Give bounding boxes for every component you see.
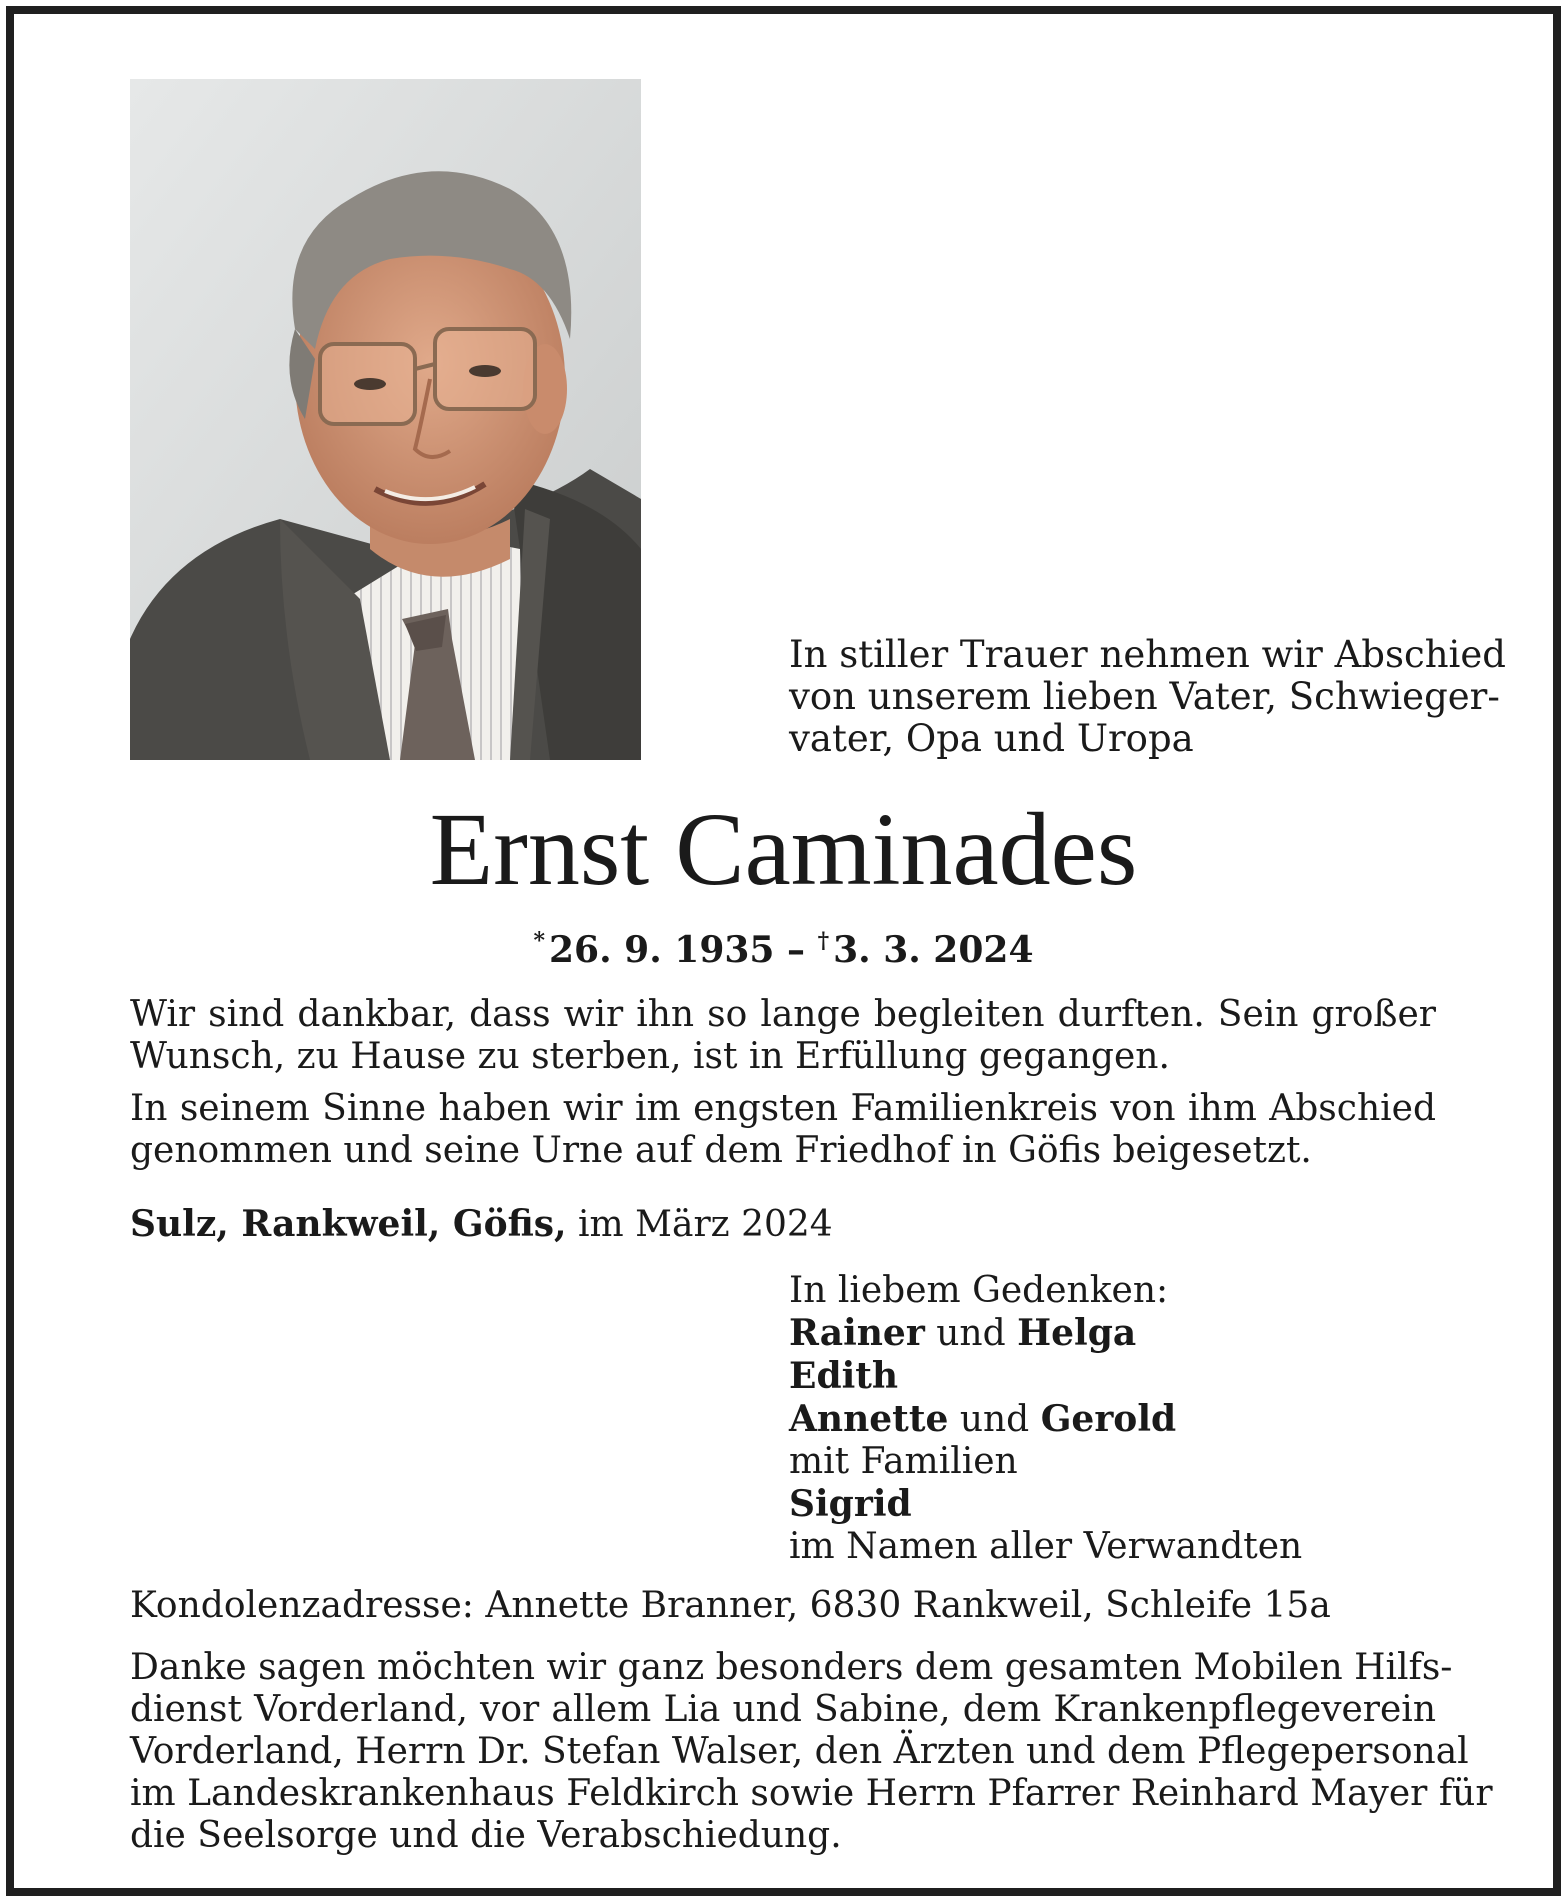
birth-symbol: * bbox=[533, 928, 545, 954]
paragraph-thanks bbox=[130, 1647, 1493, 1857]
place-date: im März 2024 bbox=[578, 1204, 833, 1245]
with-families: mit Familien bbox=[789, 1441, 1018, 1482]
mourner-name: Sigrid bbox=[789, 1483, 912, 1525]
paragraph-line: Wunsch, zu Hause zu sterben, ist in Erfüllung gegangen. bbox=[130, 1036, 1170, 1077]
condolence-address: Kondolenzadresse: Annette Branner, 6830 Rankweil, Schleife 15a bbox=[130, 1585, 1331, 1626]
paragraph-line: dienst Vorderland, vor allem Lia und Sabine, dem Krankenpflegeverein bbox=[130, 1689, 1436, 1730]
and-word: und bbox=[936, 1313, 1006, 1354]
mourners-list bbox=[789, 1270, 1302, 1568]
death-symbol: † bbox=[817, 928, 830, 954]
mourner-line bbox=[789, 1312, 1302, 1355]
place-towns: Sulz, Rankweil, Göfis, bbox=[130, 1203, 567, 1245]
life-dates bbox=[0, 918, 1567, 973]
intro-text bbox=[789, 633, 1506, 760]
death-date: 3. 3. 2024 bbox=[833, 929, 1034, 971]
portrait-photo bbox=[130, 79, 641, 760]
mourner-line bbox=[789, 1483, 1302, 1526]
date-separator: – bbox=[787, 929, 806, 971]
mourners-heading: In liebem Gedenken: bbox=[789, 1270, 1169, 1311]
intro-line: vater, Opa und Uropa bbox=[789, 717, 1194, 760]
mourner-name: Edith bbox=[789, 1355, 899, 1397]
place-and-date bbox=[130, 1203, 833, 1246]
on-behalf-text: im Namen aller Verwandten bbox=[789, 1526, 1303, 1567]
paragraph-gratitude bbox=[130, 994, 1436, 1078]
mourner-name: Helga bbox=[1017, 1312, 1137, 1354]
mourner-line bbox=[789, 1355, 1302, 1398]
intro-line: von unserem lieben Vater, Schwieger- bbox=[789, 675, 1500, 718]
paragraph-line: Danke sagen möchten wir ganz besonders dem gesamten Mobilen Hilfs- bbox=[130, 1647, 1453, 1688]
birth-date: 26. 9. 1935 bbox=[548, 929, 775, 971]
paragraph-line: genommen und seine Urne auf dem Friedhof in Göfis beigesetzt. bbox=[130, 1130, 1312, 1171]
mourner-name: Gerold bbox=[1040, 1398, 1177, 1440]
paragraph-line: im Landeskrankenhaus Feldkirch sowie Herrn Pfarrer Reinhard Mayer für bbox=[130, 1773, 1493, 1814]
deceased-name: Ernst Caminades bbox=[429, 792, 1138, 907]
mourner-name: Rainer bbox=[789, 1312, 925, 1354]
paragraph-line: Wir sind dankbar, dass wir ihn so lange begleiten durften. Sein großer bbox=[130, 994, 1436, 1035]
paragraph-line: In seinem Sinne haben wir im engsten Familienkreis von ihm Abschied bbox=[130, 1088, 1436, 1129]
paragraph-line: die Seelsorge und die Verabschiedung. bbox=[130, 1815, 842, 1856]
and-word: und bbox=[959, 1399, 1030, 1440]
mourner-name: Annette bbox=[789, 1398, 949, 1440]
paragraph-burial bbox=[130, 1088, 1436, 1172]
mourner-line bbox=[789, 1398, 1302, 1441]
paragraph-line: Vorderland, Herrn Dr. Stefan Walser, den Ärzten und dem Pflegepersonal bbox=[130, 1731, 1469, 1772]
intro-line: In stiller Trauer nehmen wir Abschied bbox=[789, 633, 1506, 676]
